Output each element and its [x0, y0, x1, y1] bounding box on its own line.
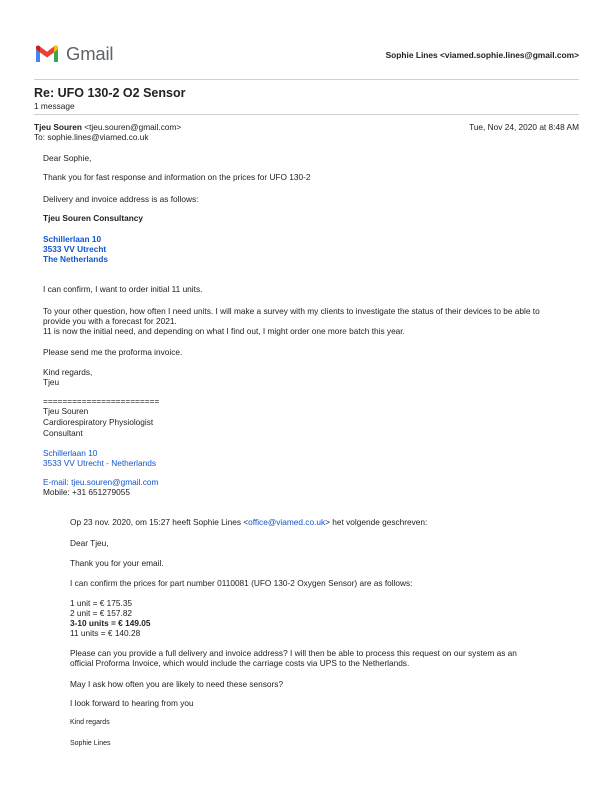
- price-line: 11 units = € 140.28: [70, 628, 141, 638]
- sender-name: Tjeu Souren: [34, 122, 82, 132]
- signature-email: [43, 477, 158, 487]
- gmail-wordmark: Gmail: [66, 43, 114, 64]
- price-line: 3-10 units = € 149.05: [70, 618, 151, 628]
- quoted-regards: Kind regards: [70, 719, 110, 726]
- signature-separator: ========================: [43, 396, 160, 406]
- body-question-line-1: To your other question, how often I need units. I will make a survey with my clients to investigate the status of their devices to be able to: [43, 306, 540, 316]
- body-confirm: I can confirm, I want to order initial 11 units.: [43, 284, 203, 294]
- signature-mobile: Mobile: +31 651279055: [43, 487, 130, 497]
- body-proforma: Please send me the proforma invoice.: [43, 347, 183, 357]
- quoted-sender-name: Sophie Lines: [70, 740, 111, 747]
- gmail-m-icon: [34, 44, 60, 64]
- header-divider: [34, 79, 579, 80]
- quoted-greeting: Dear Tjeu,: [70, 538, 109, 548]
- signature-email-label: E-mail:: [43, 477, 72, 487]
- signature-role: Consultant: [43, 428, 83, 438]
- quoted-thanks: Thank you for your email.: [70, 558, 164, 568]
- signature-name: Tjeu Souren: [43, 406, 89, 416]
- body-company: Tjeu Souren Consultancy: [43, 213, 144, 223]
- body-thanks: Thank you for fast response and information on the prices for UFO 130-2: [43, 172, 311, 182]
- price-line: 2 unit = € 157.82: [70, 608, 133, 618]
- body-regards: Kind regards,: [43, 367, 93, 377]
- message-count: 1 message: [34, 101, 75, 111]
- body-address-intro: Delivery and invoice address is as follows:: [43, 194, 199, 204]
- quoted-header-prefix: Op 23 nov. 2020, om 15:27 heeft Sophie Lines <: [70, 517, 249, 527]
- quoted-header-suffix: > het volgende geschreven:: [325, 517, 428, 527]
- quoted-header: [70, 517, 427, 527]
- account-label: Sophie Lines <viamed.sophie.lines@gmail.com>: [385, 50, 579, 60]
- body-greeting: Dear Sophie,: [43, 153, 92, 163]
- gmail-logo: [34, 43, 113, 65]
- thread-divider: [34, 114, 579, 115]
- signature-email-link[interactable]: tjeu.souren@gmail.com: [71, 477, 159, 487]
- body-question-line-2: provide you with a forecast for 2021.: [43, 316, 177, 326]
- quoted-request-line-2: official Proforma Invoice, which would include the carriage costs via UPS to the Netherlands.: [70, 658, 410, 668]
- quoted-closing: I look forward to hearing from you: [70, 698, 194, 708]
- message-sender: [34, 122, 181, 132]
- quoted-question: May I ask how often you are likely to need these sensors?: [70, 679, 284, 689]
- message-recipient: To: sophie.lines@viamed.co.uk: [34, 132, 149, 142]
- quoted-confirm: I can confirm the prices for part number 0110081 (UFO 130-2 Oxygen Sensor) are as follows:: [70, 578, 413, 588]
- address-line-street[interactable]: Schillerlaan 10: [43, 234, 102, 244]
- quoted-header-email[interactable]: office@viamed.co.uk: [248, 517, 326, 527]
- body-sign-name: Tjeu: [43, 377, 60, 387]
- signature-address[interactable]: Schillerlaan 10 3533 VV Utrecht - Netherlands: [43, 448, 156, 469]
- signature-title: Cardiorespiratory Physiologist: [43, 417, 154, 427]
- price-line: 1 unit = € 175.35: [70, 598, 133, 608]
- thread-subject: Re: UFO 130-2 O2 Sensor: [34, 86, 186, 100]
- sender-email[interactable]: <tjeu.souren@gmail.com>: [84, 122, 182, 132]
- address-line-city[interactable]: 3533 VV Utrecht: [43, 244, 107, 254]
- body-question-line-3: 11 is now the initial need, and depending on what I find out, I might order one more batch this year.: [43, 326, 405, 336]
- quoted-request-line-1: Please can you provide a full delivery and invoice address? I will then be able to process this request on our system as an: [70, 648, 517, 658]
- address-line-country[interactable]: The Netherlands: [43, 254, 109, 264]
- message-date: Tue, Nov 24, 2020 at 8:48 AM: [469, 122, 579, 132]
